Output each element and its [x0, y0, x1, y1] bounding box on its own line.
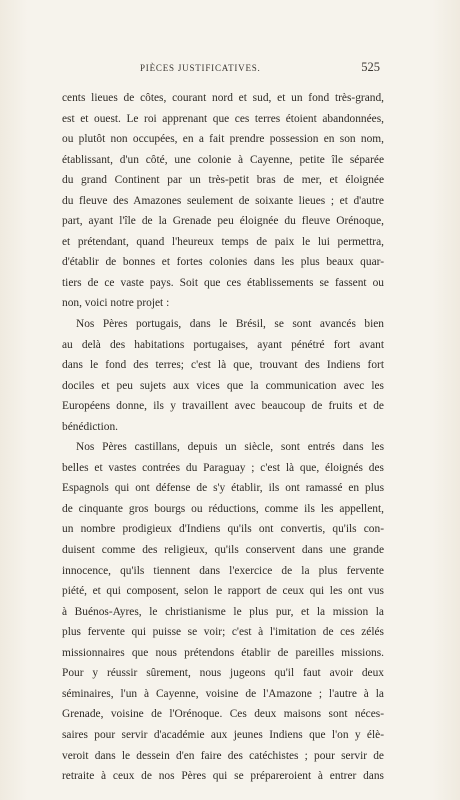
text-line: au delà des habitations portugaises, ayant pénétré fort avant: [62, 338, 384, 351]
text-line: non, voici notre projet :: [62, 297, 170, 310]
text-line: cents lieues de côtes, courant nord et sud, et un fond très-grand,: [62, 92, 384, 104]
running-title: PIÈCES JUSTIFICATIVES.: [140, 63, 261, 73]
page-header: [68, 60, 380, 79]
paragraph-1: [62, 88, 384, 314]
text-line: Nos Pères castillans, depuis un siècle, sont entrés dans les: [76, 441, 384, 454]
text-line: d'établir de bonnes et fortes colonies dans les plus beaux quar-: [62, 256, 384, 269]
text-line: du grand Continent par un très-petit bras de mer, et éloignée: [62, 174, 384, 187]
text-line: ou plutôt non occupées, en a fait prendre possession en son nom,: [62, 133, 384, 146]
text-line: Espagnols qui ont défense de s'y établir, ils ont ramassé en plus: [62, 482, 384, 495]
text-line: innocence, qu'ils tiennent dans l'exercice de la plus fervente: [62, 564, 384, 577]
text-line: bénédiction.: [62, 420, 118, 433]
text-line: à Buénos-Ayres, le christianisme le plus pur, et la mission la: [62, 605, 384, 618]
text-line: est et ouest. Le roi apprenant que ces terres étoient abandonnées,: [62, 112, 384, 125]
text-line: Grenade, voisine de l'Orénoque. Ces deux maisons sont néces-: [62, 708, 384, 721]
text-line: piété, et qui composent, selon le rapport de ceux qui les ont vus: [62, 585, 384, 598]
text-line: saires pour servir d'académie aux jeunes Indiens que l'on y élè-: [62, 728, 384, 741]
text-line: séminaires, l'un à Cayenne, voisine de l'Amazone ; l'autre à la: [62, 687, 384, 700]
text-line: part, ayant l'île de la Grenade peu éloignée du fleuve Orénoque,: [62, 215, 384, 228]
text-line: duisent comme des religieux, qu'ils conservent dans une grande: [62, 544, 384, 557]
text-line: veroit dans le dessein d'en faire des catéchistes ; pour servir de: [62, 749, 384, 762]
text-line: retraite à ceux de nos Pères qui se prépareroient à entrer dans: [62, 770, 384, 783]
text-line: Européens donne, ils y travaillent avec beaucoup de fruits et de: [62, 400, 384, 413]
text-line: du fleuve des Amazones seulement de soixante lieues ; et d'autre: [62, 194, 384, 207]
text-line: et prétendant, quand l'heureux temps de paix le lui permettra,: [62, 235, 384, 248]
text-line: établissant, d'un côté, une colonie à Cayenne, petite île séparée: [62, 153, 384, 166]
paragraph-2: [62, 314, 384, 437]
paragraph-3: [62, 437, 384, 786]
text-line: tiers de ce vaste pays. Soit que ces établissements se fassent ou: [62, 276, 384, 289]
text-line: missionnaires que nous prétendons établir de pareilles missions.: [62, 646, 384, 659]
text-line: plus fervente qui puisse se voir; c'est à l'imitation de ces zélés: [62, 626, 384, 639]
text-line: belles et vastes contrées du Paraguay ; c'est là que, éloignés des: [62, 461, 384, 474]
page-number: 525: [361, 60, 380, 74]
text-line: dans le fond des terres; c'est là que, trouvant des Indiens fort: [62, 359, 384, 372]
text-line: dociles et peu sujets aux vices que la communication avec les: [62, 379, 384, 392]
text-line: Pour y réussir sûrement, nous jugeons qu'il faut avoir deux: [62, 667, 384, 680]
text-line: un nombre prodigieux d'Indiens qu'ils ont convertis, qu'ils con-: [62, 523, 384, 536]
text-line: Nos Pères portugais, dans le Brésil, se sont avancés bien: [76, 318, 384, 331]
text-line: de cinquante gros bourgs ou réductions, comme ils les appellent,: [62, 502, 384, 515]
body-text: [62, 88, 384, 787]
